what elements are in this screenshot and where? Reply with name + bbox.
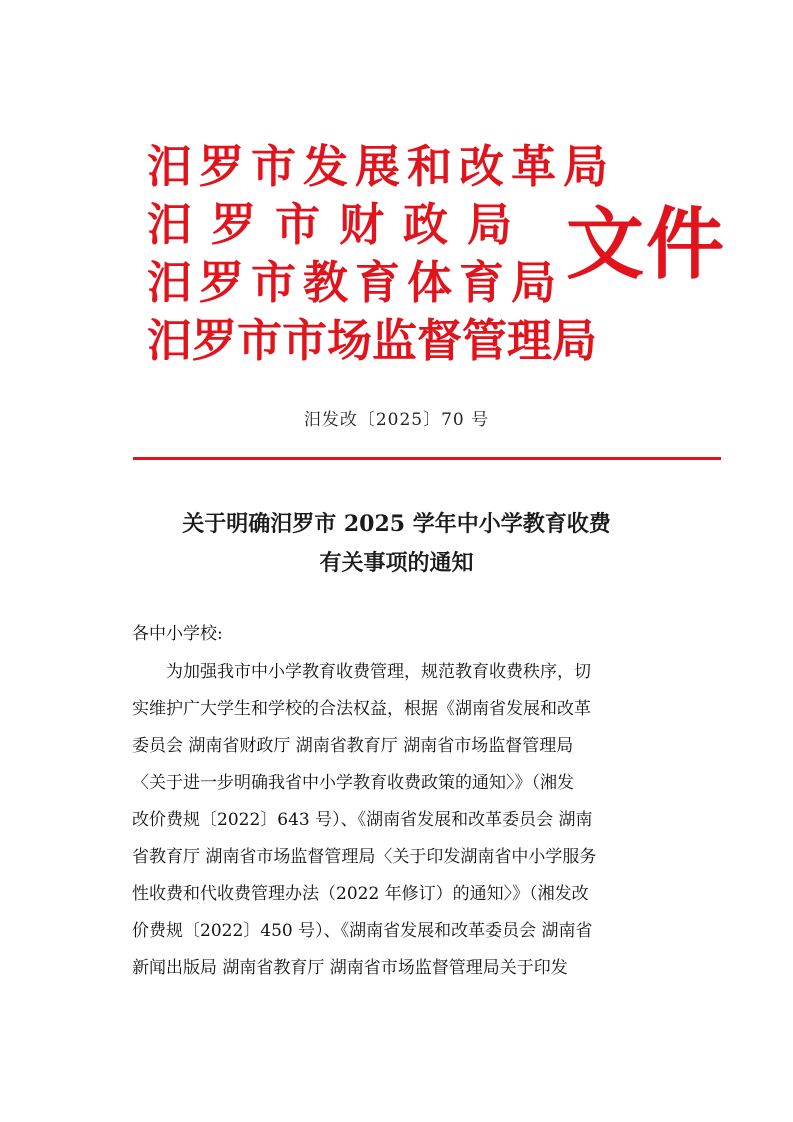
body-line: 〈关于进一步明确我省中小学教育收费政策的通知〉》（湘发: [132, 773, 574, 793]
body-line: 新闻出版局 湖南省教育厅 湖南省市场监督管理局关于印发: [132, 958, 568, 978]
issuer-line: 汨罗市教育体育局: [147, 256, 564, 309]
body-line: 改价费规〔2022〕643 号）、《湖南省发展和改革委员会 湖南: [132, 810, 593, 830]
body-line: 为加强我市中小学教育收费管理，规范教育收费秩序，切: [166, 662, 591, 682]
title-line-1: 关于明确汨罗市 2025 学年中小学教育收费: [182, 511, 611, 537]
document-title: [0, 505, 793, 583]
red-separator-line: [133, 457, 721, 460]
issuer-line: 汨罗市市场监督管理局: [147, 314, 598, 367]
title-line-2: 有关事项的通知: [319, 550, 474, 576]
body-line: 省教育厅 湖南省市场监督管理局〈关于印发湖南省中小学服务: [132, 847, 597, 867]
issuing-authorities: [147, 138, 616, 370]
body-line: 实维护广大学生和学校的合法权益，根据《湖南省发展和改革: [132, 699, 591, 719]
body-line: 性收费和代收费管理办法（2022 年修订）的通知〉》（湘发改: [132, 884, 589, 904]
body-line: 委员会 湖南省财政厅 湖南省教育厅 湖南省市场监督管理局: [132, 736, 574, 756]
issuer-line: 汨罗市财政局: [147, 198, 532, 251]
body-line: 价费规〔2022〕450 号）、《湖南省发展和改革委员会 湖南省: [132, 921, 593, 941]
salutation: 各中小学校:: [132, 624, 223, 644]
document-number: 汨发改〔2025〕70 号: [303, 410, 490, 430]
issuer-line: 汨罗市发展和改革局: [147, 140, 616, 193]
document-type-label: 文件: [566, 199, 727, 290]
body-paragraph: [132, 654, 672, 987]
